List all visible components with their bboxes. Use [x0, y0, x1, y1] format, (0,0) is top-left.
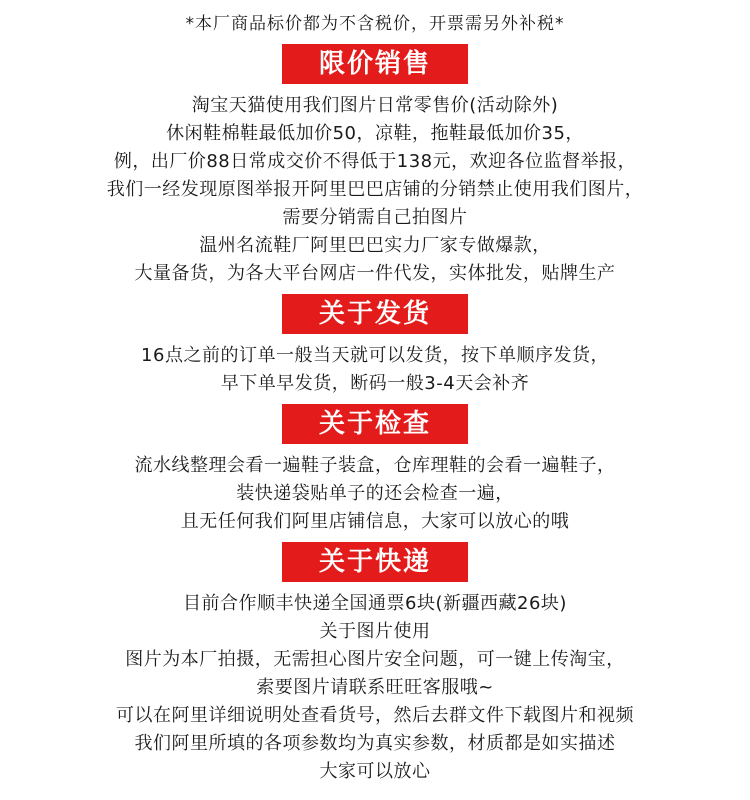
text-line: 目前合作顺丰快递全国通票6块(新疆西藏26块)	[183, 593, 567, 614]
section-shipping	[0, 292, 750, 398]
text-line: 索要图片请联系旺旺客服哦~	[256, 677, 494, 698]
text-line: 可以在阿里详细说明处查看货号，然后去群文件下载图片和视频	[116, 705, 634, 726]
text-line: 温州名流鞋厂阿里巴巴实力厂家专做爆款，	[199, 235, 551, 256]
text-line: 图片为本厂拍摄，无需担心图片安全问题，可一键上传淘宝，	[125, 649, 625, 670]
section-price-limit	[0, 42, 750, 288]
text-line: 大量备货，为各大平台网店一件代发，实体批发，贴牌生产	[134, 263, 616, 284]
text-line: 例，出厂价88日常成交价不得低于138元，欢迎各位监督举报，	[113, 151, 637, 172]
section-inspection	[0, 402, 750, 536]
text-line: 装快递袋贴单子的还会检查一遍，	[236, 483, 514, 504]
text-line: 16点之前的订单一般当天就可以发货，按下单顺序发货，	[141, 345, 609, 366]
text-line: 早下单早发货，断码一般3-4天会补齐	[220, 373, 530, 394]
section-title-price-limit: 限价销售	[282, 44, 468, 84]
section-courier	[0, 540, 750, 786]
text-line: 我们阿里所填的各项参数均为真实参数，材质都是如实描述	[134, 733, 616, 754]
section-title-courier: 关于快递	[282, 542, 468, 582]
text-line: 大家可以放心	[319, 761, 431, 782]
text-line: 休闲鞋棉鞋最低加价50，凉鞋，拖鞋最低加价35，	[166, 123, 584, 144]
section-title-inspection: 关于检查	[282, 404, 468, 444]
text-line: 我们一经发现原图举报开阿里巴巴店铺的分销禁止使用我们图片，	[106, 179, 644, 200]
section-title-shipping: 关于发货	[282, 294, 468, 334]
text-line: 淘宝天猫使用我们图片日常零售价(活动除外)	[191, 95, 559, 116]
text-line: 且无任何我们阿里店铺信息，大家可以放心的哦	[180, 511, 570, 532]
text-line: 流水线整理会看一遍鞋子装盒，仓库理鞋的会看一遍鞋子，	[134, 455, 616, 476]
tax-notice: *本厂商品标价都为不含税价，开票需另外补税*	[185, 14, 565, 34]
text-line: 关于图片使用	[319, 621, 431, 642]
text-line: 需要分销需自己拍图片	[282, 207, 468, 228]
